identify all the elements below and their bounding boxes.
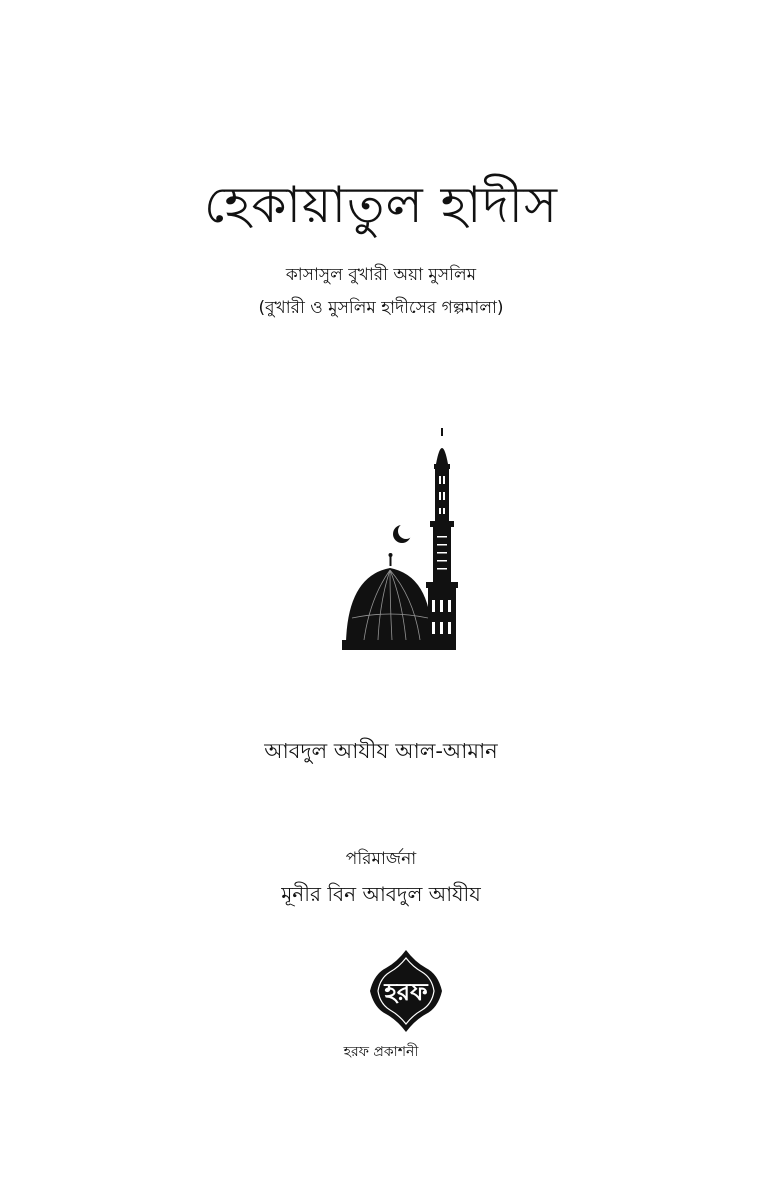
mosque-illustration [340,428,475,656]
editor-label: পরিমার্জনা [345,849,417,869]
author-name: আবদুল আযীয আল-আমান [264,739,498,763]
editor-name: মূনীর বিন আবদুল আযীয [281,882,481,906]
publisher-name: হরফ প্রকাশনী [343,1044,419,1060]
dome-icon [342,553,434,650]
publisher-logo-icon [368,948,444,1034]
book-subtitle: কাসাসুল বুখারী অয়া মুসলিম [285,265,477,285]
crescent-icon [393,523,414,543]
book-title: হেকায়াতুল হাদীস [203,176,559,234]
publisher-logo-text: হরফ [384,978,428,1006]
minaret-icon [426,428,458,650]
book-subtitle-translation: (বুখারী ও মুসলিম হাদীসের গল্পমালা) [258,298,504,318]
